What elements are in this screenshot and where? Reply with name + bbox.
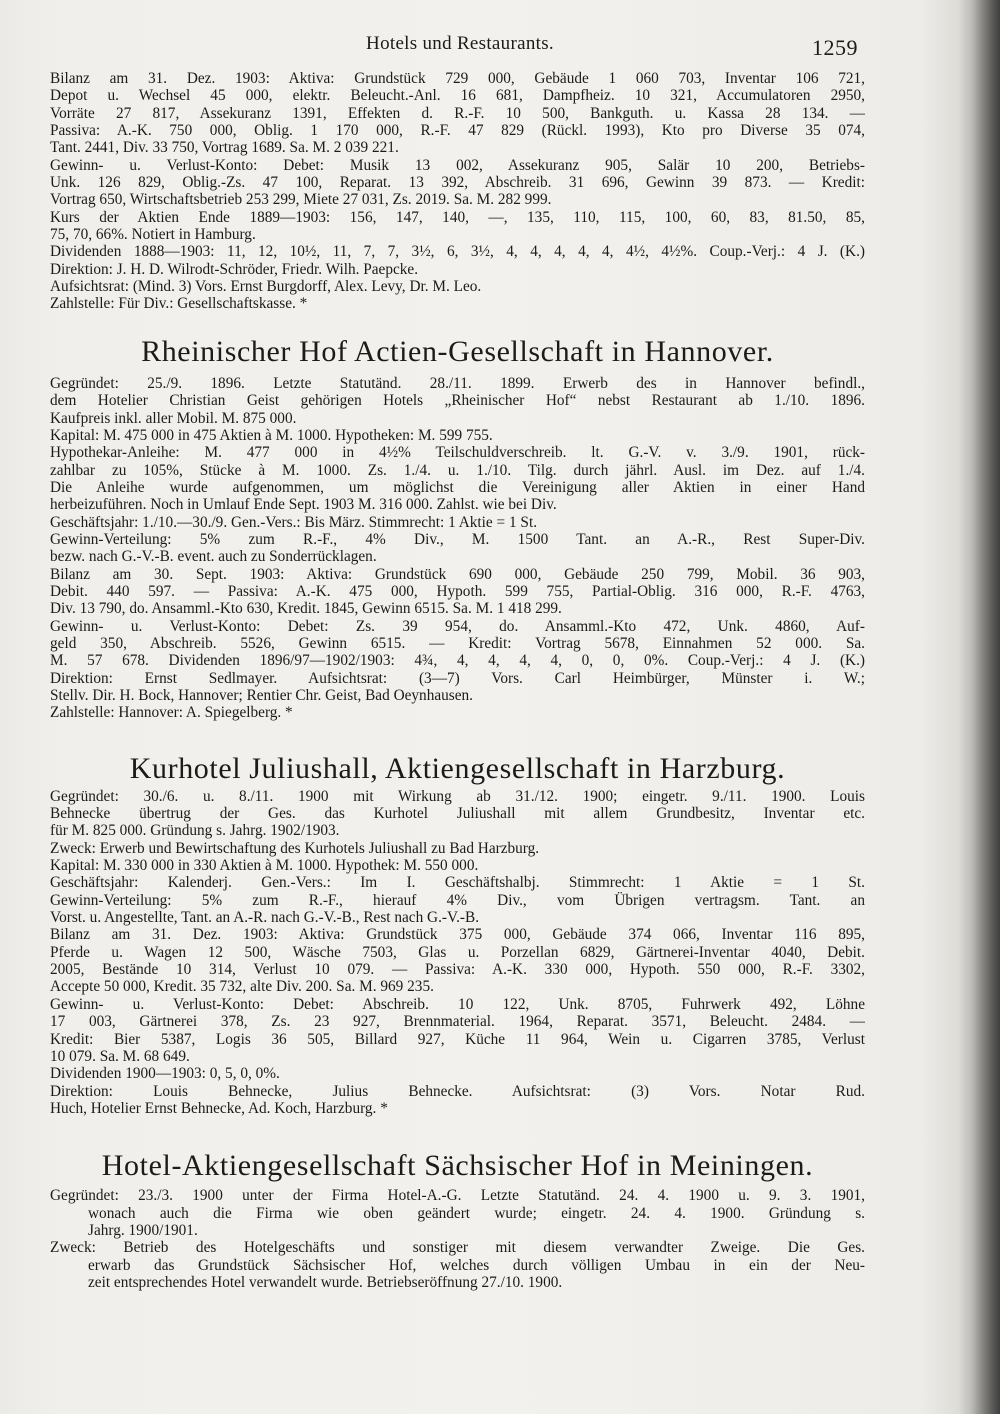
text-line: Kredit: Bier 5387, Logis 36 505, Billard 927, Küche 11 964, Wein u. Cigarren 3785, Verlust bbox=[50, 1030, 865, 1048]
text-line: Geschäftsjahr: Kalenderj. Gen.-Vers.: Im I. Geschäftshalbj. Stimmrecht: 1 Aktie = 1 St. bbox=[50, 874, 865, 892]
text-line: Kurs der Aktien Ende 1889—1903: 156, 147, 140, —, 135, 110, 115, 100, 60, 83, 81.50, 85, bbox=[50, 208, 865, 226]
text-line: für M. 825 000. Gründung s. Jahrg. 1902/1903. bbox=[50, 822, 340, 840]
text-line: Bilanz am 31. Dez. 1903: Aktiva: Grundstück 729 000, Gebäude 1 060 703, Inventar 106 721, bbox=[50, 70, 865, 87]
company-title: Hotel-Aktiengesellschaft Sächsischer Hof in Meiningen. bbox=[101, 1149, 814, 1183]
text-line: Kaufpreis inkl. aller Mobil. M. 875 000. bbox=[50, 409, 297, 427]
text-line: Depot u. Wechsel 45 000, elektr. Beleucht.-Anl. 16 681, Dampfheiz. 10 321, Accumulatoren 2950, bbox=[50, 87, 865, 105]
text-line: dem Hotelier Christian Geist gehörigen Hotels „Rheinischer Hof“ nebst Restaurant ab 1./10. 1896. bbox=[50, 392, 865, 410]
text-line: Pferde u. Wagen 12 500, Wäsche 7503, Glas u. Porzellan 6829, Gärtnerei-Inventar 4040, Debit. bbox=[50, 943, 865, 961]
text-line: Gegründet: 25./9. 1896. Letzte Statutänd. 28./11. 1899. Erwerb des in Hannover befindl., bbox=[50, 374, 865, 392]
text-line: Accepte 50 000, Kredit. 35 732, alte Div. 200. Sa. M. 969 235. bbox=[50, 978, 434, 996]
text-line: geld 350, Abschreib. 5526, Gewinn 6515. — Kredit: Vortrag 5678, Einnahmen 52 000. Sa. bbox=[50, 634, 865, 652]
text-line: Bilanz am 31. Dez. 1903: Aktiva: Grundstück 375 000, Gebäude 374 066, Inventar 116 895, bbox=[50, 926, 865, 944]
text-line: Div. 13 790, do. Ansamml.-Kto 630, Kredit. 1845, Gewinn 6515. Sa. M. 1 418 299. bbox=[50, 600, 562, 618]
text-line: zahlbar zu 105%, Stücke à M. 1000. Zs. 1./4. u. 1./10. Tilg. durch jährl. Ausl. im Dez. auf 1./4. bbox=[50, 461, 865, 479]
text-line: Gewinn- u. Verlust-Konto: Debet: Musik 13 002, Assekuranz 905, Salär 10 200, Betriebs- bbox=[50, 156, 865, 174]
text-line: Dividenden 1900—1903: 0, 5, 0, 0%. bbox=[50, 1065, 280, 1083]
text-line: M. 57 678. Dividenden 1896/97—1902/1903: 4¾, 4, 4, 4, 4, 0, 0, 0%. Coup.-Verj.: 4 J. (K.) bbox=[50, 652, 865, 670]
text-line: Gewinn- u. Verlust-Konto: Debet: Zs. 39 954, do. Ansamml.-Kto 472, Unk. 4860, Auf- bbox=[50, 617, 865, 635]
text-line: Stellv. Dir. H. Bock, Hannover; Rentier Chr. Geist, Bad Oeynhausen. bbox=[50, 687, 474, 704]
text-line: Vortrag 650, Wirtschaftsbetrieb 253 299, Miete 27 031, Zs. 2019. Sa. M. 282 999. bbox=[50, 191, 552, 209]
binding-shadow bbox=[958, 0, 1000, 1414]
text-line: Debit. 440 597. — Passiva: A.-K. 475 000, Hypoth. 599 755, Partial-Oblig. 316 000, R.-F. 4763, bbox=[50, 582, 865, 600]
text-line: erwarb das Grundstück Sächsischer Hof, welches durch völligen Umbau in ein der Neu- bbox=[88, 1256, 865, 1274]
text-line: Kapital: M. 330 000 in 330 Aktien à M. 1000. Hypothek: M. 550 000. bbox=[50, 857, 479, 875]
text-line: Gegründet: 23./3. 1900 unter der Firma Hotel-A.-G. Letzte Statutänd. 24. 4. 1900 u. 9. 3. 1901, bbox=[50, 1187, 865, 1205]
text-line: Zweck: Erwerb und Bewirtschaftung des Kurhotels Juliushall zu Bad Harzburg. bbox=[50, 839, 540, 857]
text-line: herbeizuführen. Noch in Umlauf Ende Sept. 1903 M. 316 000. Zahlst. wie bei Div. bbox=[50, 496, 557, 514]
text-line: Tant. 2441, Div. 33 750, Vortrag 1689. Sa. M. 2 039 221. bbox=[50, 139, 399, 157]
company-title: Kurhotel Juliushall, Aktiengesellschaft in Harzburg. bbox=[129, 751, 786, 785]
text-line: Direktion: Ernst Sedlmayer. Aufsichtsrat: (3—7) Vors. Carl Heimbürger, Münster i. W.; bbox=[50, 669, 865, 687]
text-line: Kapital: M. 475 000 in 475 Aktien à M. 1000. Hypotheken: M. 599 755. bbox=[50, 426, 493, 444]
text-line: 2005, Bestände 10 314, Verlust 10 079. — Passiva: A.-K. 330 000, Hypoth. 550 000, R.-F. 3302, bbox=[50, 961, 865, 979]
section-saechsischer-hof bbox=[50, 1149, 865, 1291]
text-line: bezw. nach G.-V.-B. event. auch zu Sonderrücklagen. bbox=[50, 548, 377, 566]
text-line: Hypothekar-Anleihe: M. 477 000 in 4½% Teilschuldverschreib. lt. G.-V. v. 3./9. 1901, rück- bbox=[50, 444, 865, 462]
text-line: Unk. 126 829, Oblig.-Zs. 47 100, Reparat. 13 392, Abschreib. 31 696, Gewinn 39 873. — Kredit: bbox=[50, 174, 865, 192]
text-line: 17 003, Gärtnerei 378, Zs. 23 927, Brennmaterial. 1964, Reparat. 3571, Beleucht. 2484. — bbox=[50, 1013, 865, 1031]
section-rheinischer-hof bbox=[50, 335, 865, 722]
company-title: Rheinischer Hof Actien-Gesellschaft in Hannover. bbox=[141, 334, 774, 368]
text-line: Direktion: Louis Behnecke, Julius Behnecke. Aufsichtsrat: (3) Vors. Notar Rud. bbox=[50, 1082, 865, 1100]
text-line: Passiva: A.-K. 750 000, Oblig. 1 170 000, R.-F. 47 829 (Rückl. 1993), Kto pro Diverse 35 074, bbox=[50, 122, 865, 140]
text-line: Gewinn- u. Verlust-Konto: Debet: Abschreib. 10 122, Unk. 8705, Fuhrwerk 492, Löhne bbox=[50, 995, 865, 1013]
page-number: 1259 bbox=[812, 35, 858, 60]
text-line: Gewinn-Verteilung: 5% zum R.-F., 4% Div., M. 1500 Tant. an A.-R., Rest Super-Div. bbox=[50, 530, 865, 548]
text-line: Behnecke übertrug der Ges. das Kurhotel Juliushall mit allem Grundbesitz, Inventar etc. bbox=[50, 805, 865, 823]
text-line: Dividenden 1888—1903: 11, 12, 10½, 11, 7, 7, 3½, 6, 3½, 4, 4, 4, 4, 4, 4½, 4½%. Coup.-Verj.: 4 J. (K.) bbox=[50, 243, 865, 261]
text-line: Vorräte 27 817, Assekuranz 1391, Effekten d. R.-F. 10 500, Bankguth. u. Kassa 28 134. — bbox=[50, 104, 865, 122]
text-line: Die Anleihe wurde aufgenommen, um möglichst die Vereinigung aller Aktien in einer Hand bbox=[50, 478, 865, 496]
text-line: Vorst. u. Angestellte, Tant. an A.-R. nach G.-V.-B., Rest nach G.-V.-B. bbox=[50, 909, 480, 927]
text-line: Jahrg. 1900/1901. bbox=[88, 1221, 198, 1239]
text-line: zeit entsprechendes Hotel verwandelt wurde. Betriebseröffnung 27./10. 1900. bbox=[88, 1273, 563, 1291]
text-line: Geschäftsjahr: 1./10.—30./9. Gen.-Vers.: Bis März. Stimmrecht: 1 Aktie = 1 St. bbox=[50, 513, 538, 531]
text-line: wonach auch die Firma wie oben geändert wurde; eingetr. 24. 4. 1900. Gründung s. bbox=[88, 1204, 865, 1222]
text-line: 75, 70, 66%. Notiert in Hamburg. bbox=[50, 226, 256, 244]
text-line: Zahlstelle: Hannover: A. Spiegelberg. * bbox=[50, 704, 293, 722]
text-line: Aufsichtsrat: (Mind. 3) Vors. Ernst Burgdorff, Alex. Levy, Dr. M. Leo. bbox=[50, 278, 482, 296]
text-line: Direktion: J. H. D. Wilrodt-Schröder, Friedr. Wilh. Paepcke. bbox=[50, 260, 419, 278]
section-kurhotel-juliushall bbox=[50, 752, 865, 1118]
text-line: Zweck: Betrieb des Hotelgeschäfts und sonstiger mit diesem verwandter Zweige. Die Ges. bbox=[50, 1239, 865, 1257]
text-line: Gewinn-Verteilung: 5% zum R.-F., hierauf 4% Div., vom Übrigen vertragsm. Tant. an bbox=[50, 891, 865, 909]
page-content bbox=[50, 70, 865, 1291]
text-line: Huch, Hotelier Ernst Behnecke, Ad. Koch, Harzburg. * bbox=[50, 1099, 388, 1117]
text-line: Zahlstelle: Für Div.: Gesellschaftskasse. * bbox=[50, 295, 308, 313]
text-line: Gegründet: 30./6. u. 8./11. 1900 mit Wirkung ab 31./12. 1900; eingetr. 9./11. 1900. Louis bbox=[50, 787, 865, 805]
text-line: 10 079. Sa. M. 68 649. bbox=[50, 1047, 190, 1065]
page-header bbox=[0, 33, 1000, 63]
running-head: Hotels und Restaurants. bbox=[366, 33, 554, 54]
text-line: Bilanz am 30. Sept. 1903: Aktiva: Grundstück 690 000, Gebäude 250 799, Mobil. 36 903, bbox=[50, 565, 865, 583]
section-prev-company bbox=[50, 70, 865, 313]
